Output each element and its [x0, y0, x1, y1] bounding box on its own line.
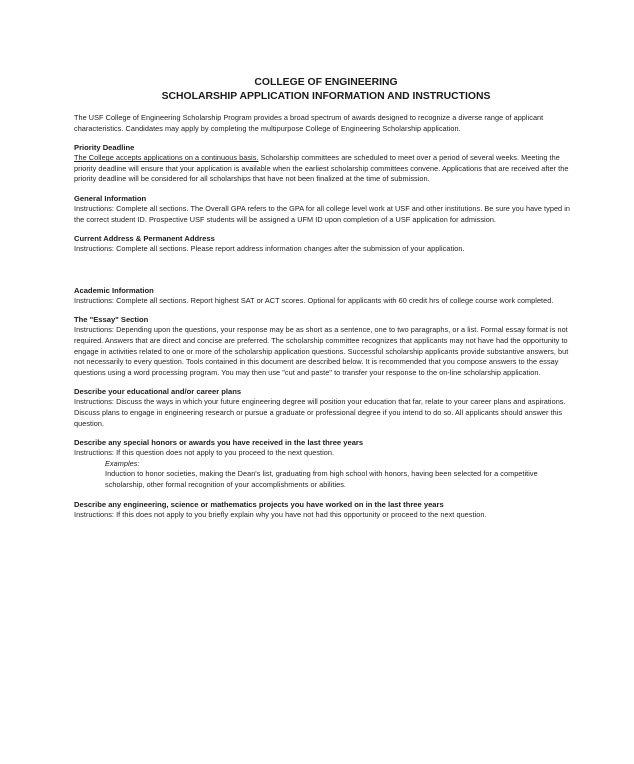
section-career-plans [74, 386, 578, 429]
plans-body: Instructions: Discuss the ways in which your future engineering degree will position your education that far, relate to your career plans and aspirations. Discuss plans to engage in engineering research or pursue a graduate or professional degree if you intend to do so. All applicants should answer this question. [74, 397, 566, 428]
priority-rest-text: Scholarship committees are scheduled to meet over a period of several weeks. Meeting the priority deadline will ensure that your application is available when the earliest scholarship committees convene. Applications that are received after the priority deadline will be considered for all scholarships that have not been finalized at the time of submission. [74, 153, 569, 184]
intro-paragraph: The USF College of Engineering Scholarship Program provides a broad spectrum of awards designed to recognize a diverse range of applicant characteristics. Candidates may apply by completing the multipurpose College of Engineering Scholarship application. [74, 113, 544, 133]
priority-body [74, 153, 578, 185]
projects-body: Instructions: If this does not apply to you briefly explain why you have not had this opportunity or proceed to the next question. [74, 510, 487, 520]
section-essay [74, 314, 578, 378]
essay-body: Instructions: Depending upon the questions, your response may be as short as a sentence, one to two paragraphs, or a list. Formal essay format is not required. Answers that are direct and concise are preferred. The scholarship committee recognizes that applicants may not have had the opportunity to engage in activities related to one or more of the scholarship application questions. Successful scholarship applicants provide substantive answers, but not necessarily to every question. Tools contained in this document are described below. It is recommended that you compose answers to the essay questions using a word processing program. You may then use "cut and paste" to transfer your response to the on-line scholarship application. [74, 325, 569, 377]
essay-heading: The "Essay" Section [74, 315, 149, 325]
priority-heading: Priority Deadline [74, 143, 135, 153]
section-projects [74, 499, 578, 521]
projects-heading: Describe any engineering, science or mathematics projects you have worked on in the last three years [74, 500, 444, 510]
section-priority-deadline [74, 142, 578, 185]
section-general-information [74, 193, 578, 225]
section-academic-information [74, 285, 578, 307]
section-honors [74, 437, 578, 490]
honors-body: Instructions: If this question does not apply to you proceed to the next question. [74, 448, 335, 458]
title-block [74, 76, 578, 104]
honors-heading: Describe any special honors or awards you have received in the last three years [74, 438, 364, 448]
title-line-2: SCHOLARSHIP APPLICATION INFORMATION AND INSTRUCTIONS [161, 91, 491, 102]
address-heading: Current Address & Permanent Address [74, 234, 215, 244]
honors-examples-label: Examples: [105, 458, 140, 468]
academic-heading: Academic Information [74, 285, 154, 295]
section-address [74, 233, 578, 255]
title-line-1: COLLEGE OF ENGINEERING [254, 77, 398, 88]
plans-heading: Describe your educational and/or career plans [74, 387, 242, 397]
general-heading: General Information [74, 193, 147, 203]
address-body: Instructions: Complete all sections. Please report address information changes after the submission of your application. [74, 244, 465, 254]
priority-underlined-text: The College accepts applications on a continuous basis. [74, 153, 259, 163]
general-body: Instructions: Complete all sections. The Overall GPA refers to the GPA for all college level work at USF and other institutions. Be sure you have typed in the correct student ID. Prospective USF students will be assigned a UFM ID upon completion of a USF application for admission. [74, 203, 571, 224]
academic-body: Instructions: Complete all sections. Report highest SAT or ACT scores. Optional for applicants with 60 credit hrs of college course work completed. [74, 295, 554, 305]
honors-examples-body: Induction to honor societies, making the Dean's list, graduating from high school with honors, having been selected for a competitive scholarship, other formal recognition of your accomplishments or abilities. [105, 469, 538, 489]
